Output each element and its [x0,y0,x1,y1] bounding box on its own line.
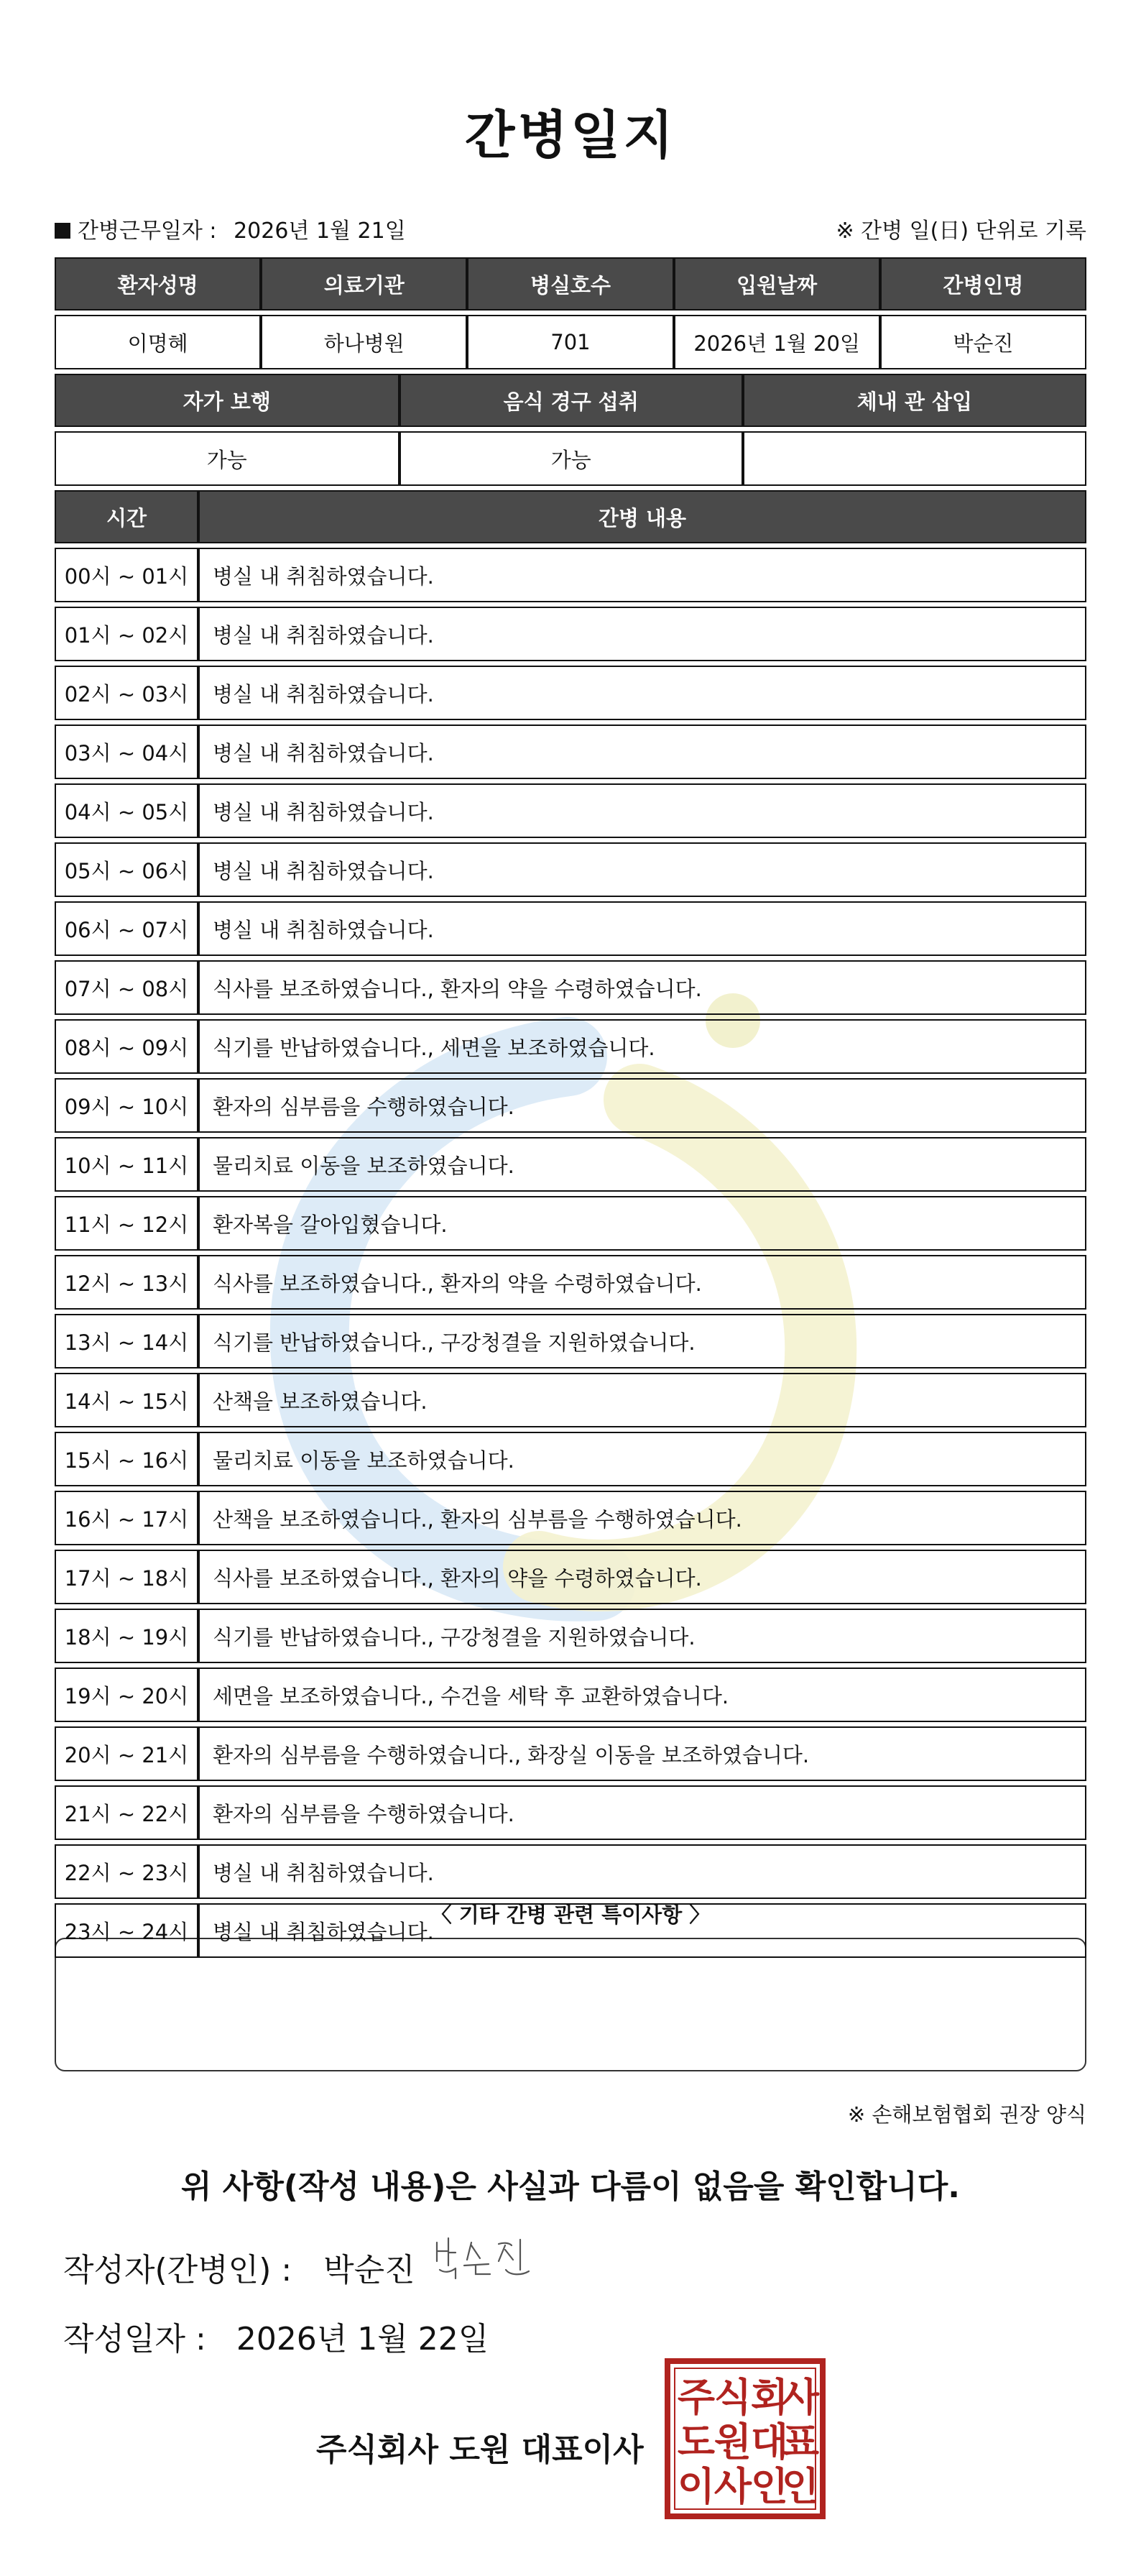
care-log-row [55,1668,1086,1722]
svg-text:대: 대 [750,2419,789,2465]
log-time: 14시 ~ 15시 [55,1373,198,1427]
care-log-row [55,1785,1086,1840]
log-time: 13시 ~ 14시 [55,1314,198,1368]
svg-text:사: 사 [713,2464,752,2509]
care-log-row [55,1726,1086,1781]
log-time: 03시 ~ 04시 [55,724,198,779]
patient-name: 이명혜 [55,315,261,369]
header-tube-insertion: 체내 관 삽입 [743,374,1086,427]
log-content: 물리치료 이동을 보조하였습니다. [198,1137,1086,1192]
svg-text:식: 식 [713,2375,752,2420]
log-time: 10시 ~ 11시 [55,1137,198,1192]
log-content: 산책을 보조하였습니다. [198,1373,1086,1427]
care-log-row [55,1314,1086,1368]
writer-name: 박순진 [323,2252,415,2288]
patient-status-value-row [55,431,1086,486]
svg-text:사: 사 [781,2375,820,2420]
care-log-row [55,1491,1086,1545]
log-time: 06시 ~ 07시 [55,901,198,956]
log-content: 식기를 반납하였습니다., 세면을 보조하였습니다. [198,1019,1086,1074]
log-content: 병실 내 취침하였습니다. [198,724,1086,779]
log-time: 19시 ~ 20시 [55,1668,198,1722]
log-content: 식기를 반납하였습니다., 구강청결을 지원하였습니다. [198,1314,1086,1368]
written-date-line [63,2313,489,2359]
care-log-row [55,901,1086,956]
log-content: 환자의 심부름을 수행하였습니다., 화장실 이동을 보조하였습니다. [198,1726,1086,1781]
svg-text:인: 인 [750,2464,789,2509]
admission-date: 2026년 1월 20일 [674,315,880,369]
header-oral-intake: 음식 경구 섭취 [399,374,743,427]
care-log-row [55,1019,1086,1074]
log-time: 04시 ~ 05시 [55,783,198,838]
log-time: 00시 ~ 01시 [55,548,198,602]
header-care-content: 간병 내용 [198,490,1086,543]
svg-text:원: 원 [713,2419,752,2465]
room-number: 701 [467,315,673,369]
log-content: 식사를 보조하였습니다., 환자의 약을 수령하였습니다. [198,1255,1086,1310]
patient-info-value-row [55,315,1086,369]
tube-insertion [743,431,1086,486]
care-log-row [55,724,1086,779]
log-time: 11시 ~ 12시 [55,1196,198,1251]
log-time: 18시 ~ 19시 [55,1609,198,1663]
recommended-form-note: ※ 손해보험협회 권장 양식 [847,2102,1086,2127]
log-time: 01시 ~ 02시 [55,607,198,661]
care-log-header-row [55,490,1086,543]
document-title: 간병일지 [464,105,677,165]
svg-text:인: 인 [781,2464,820,2509]
log-time: 17시 ~ 18시 [55,1550,198,1604]
svg-text:이: 이 [677,2464,716,2509]
care-log-row [55,1137,1086,1192]
log-time: 02시 ~ 03시 [55,666,198,720]
company-representative: 주식회사 도원 대표이사 [316,2432,644,2468]
header-room-number: 병실호수 [467,257,673,310]
care-log-body [55,490,1086,1958]
log-content: 병실 내 취침하였습니다. [198,842,1086,897]
care-date-label: 간병근무일자 : [78,218,217,244]
care-log-row [55,666,1086,720]
care-log-row [55,1373,1086,1427]
written-date-label: 작성일자 : [63,2321,206,2358]
header-patient-name: 환자성명 [55,257,261,310]
header-caregiver-name: 간병인명 [880,257,1086,310]
care-log-row [55,960,1086,1015]
care-date [55,213,406,244]
log-time: 16시 ~ 17시 [55,1491,198,1545]
care-date-value: 2026년 1월 21일 [234,218,406,244]
log-content: 병실 내 취침하였습니다. [198,783,1086,838]
daily-record-note: ※ 간병 일(日) 단위로 기록 [836,218,1086,244]
log-time: 09시 ~ 10시 [55,1078,198,1133]
svg-text:도: 도 [677,2419,716,2465]
care-log-row [55,1609,1086,1663]
log-content: 물리치료 이동을 보조하였습니다. [198,1432,1086,1486]
care-log-row [55,1432,1086,1486]
patient-info-table [55,253,1086,374]
log-time: 07시 ~ 08시 [55,960,198,1015]
writer-label: 작성자(간병인) : [63,2252,292,2288]
patient-info-header-row [55,257,1086,310]
care-log-row [55,1196,1086,1251]
writer-line [63,2244,415,2290]
log-content: 환자의 심부름을 수행하였습니다. [198,1078,1086,1133]
confirmation-statement: 위 사항(작성 내용)은 사실과 다름이 없음을 확인합니다. [181,2168,960,2205]
care-log-row [55,1903,1086,1958]
care-log-row [55,548,1086,602]
svg-text:회: 회 [750,2375,789,2420]
care-log-row [55,783,1086,838]
care-log-row [55,1255,1086,1310]
log-content: 식사를 보조하였습니다., 환자의 약을 수령하였습니다. [198,1550,1086,1604]
patient-status-table [55,369,1086,490]
log-content: 식사를 보조하였습니다., 환자의 약을 수령하였습니다. [198,960,1086,1015]
care-log-row [55,1844,1086,1899]
svg-text:주: 주 [677,2375,716,2420]
care-log-row [55,1078,1086,1133]
care-log-table [55,486,1086,1962]
log-content: 환자의 심부름을 수행하였습니다. [198,1785,1086,1840]
log-content: 식기를 반납하였습니다., 구강청결을 지원하였습니다. [198,1609,1086,1663]
caregiver-name: 박순진 [880,315,1086,369]
care-log-row [55,607,1086,661]
log-time: 23시 ~ 24시 [55,1903,198,1958]
care-log-row [55,1550,1086,1604]
log-time: 08시 ~ 09시 [55,1019,198,1074]
log-content: 산책을 보조하였습니다., 환자의 심부름을 수행하였습니다. [198,1491,1086,1545]
oral-intake: 가능 [399,431,743,486]
log-content: 환자복을 갈아입혔습니다. [198,1196,1086,1251]
header-admission-date: 입원날짜 [674,257,880,310]
self-walking: 가능 [55,431,399,486]
log-content: 병실 내 취침하였습니다. [198,1903,1086,1958]
handwritten-signature [431,2228,546,2286]
meta-row [55,213,1086,249]
log-content: 병실 내 취침하였습니다. [198,666,1086,720]
log-time: 21시 ~ 22시 [55,1785,198,1840]
square-bullet-icon [55,223,70,239]
log-content: 병실 내 취침하였습니다. [198,1844,1086,1899]
written-date-value: 2026년 1월 22일 [236,2321,489,2358]
hospital: 하나병원 [261,315,467,369]
header-self-walking: 자가 보행 [55,374,399,427]
log-time: 05시 ~ 06시 [55,842,198,897]
log-content: 병실 내 취침하였습니다. [198,548,1086,602]
care-log-row [55,842,1086,897]
log-time: 20시 ~ 21시 [55,1726,198,1781]
special-notes-title: 〈 기타 간병 관련 특이사항 〉 [430,1903,711,1927]
header-hospital: 의료기관 [261,257,467,310]
log-time: 12시 ~ 13시 [55,1255,198,1310]
log-time: 22시 ~ 23시 [55,1844,198,1899]
log-content: 세면을 보조하였습니다., 수건을 세탁 후 교환하였습니다. [198,1668,1086,1722]
log-time: 15시 ~ 16시 [55,1432,198,1486]
company-seal-stamp [664,2358,826,2520]
patient-status-header-row [55,374,1086,427]
svg-text:표: 표 [781,2419,820,2465]
log-content: 병실 내 취침하였습니다. [198,901,1086,956]
header-time: 시간 [55,490,198,543]
log-content: 병실 내 취침하였습니다. [198,607,1086,661]
